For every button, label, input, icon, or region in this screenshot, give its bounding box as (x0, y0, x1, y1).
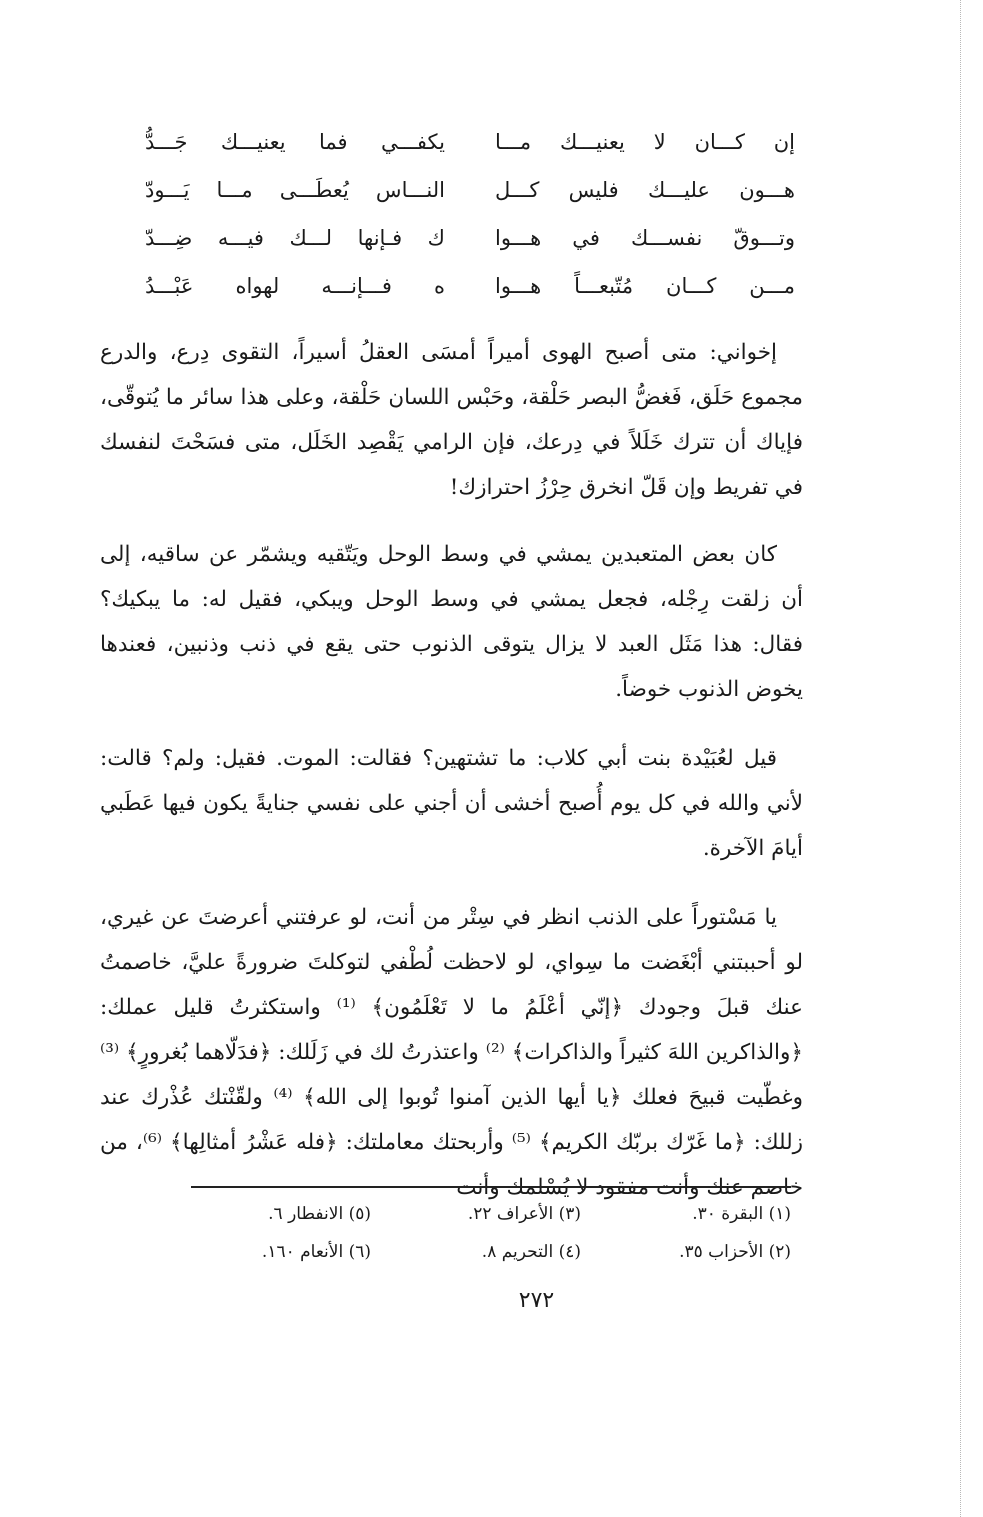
footnote-4: (٤) التحريم ٨. (481, 1242, 581, 1262)
footnote-divider (191, 1186, 791, 1188)
footnote-3: (٣) الأعراف ٢٢. (467, 1204, 581, 1224)
verse-first-hemistich: إن كـــان لا يعنيـــك مـــا (495, 130, 795, 154)
poem-verse (145, 118, 795, 166)
verse-second-hemistich: ه فـــإنـــه لهواه عَبْـــدُ (145, 274, 445, 298)
paragraph-brothers: إخواني: متى أصبح الهوى أميراً أمسَى العقلُ أسيراً، التقوى دِرع، والدرع مجموع حَلَق، فَغضُّ البصر حَلْقة، وحَبْس اللسان حَلْقة، وعلى هذا سائر ما يُتوقّى، فإياك أن تترك خَلَلاً في دِرعك، فإن الرامي يَقْصِد الخَلَل، متى فسَحْتَ لنفسك في تفريط وإن قَلّ انخرق حِرْزُ احترازك! (100, 340, 803, 500)
footnote-6: (٦) الأنعام ١٦٠. (261, 1242, 371, 1262)
page-body (100, 118, 803, 1210)
verse-first-hemistich: مـــن كـــان مُتّبعـــاً هـــوا (495, 274, 795, 298)
verse-first-hemistich: هـــون عليـــك فليس كـــل (495, 178, 795, 202)
paragraph-worshipper-mud: كان بعض المتعبدين يمشي في وسط الوحل ويَتّقيه ويشمّر عن ساقيه، إلى أن زلقت رِجْله، فجعل يمشي في وسط الوحل ويبكي، فقيل له: ما يبكيك؟ فقال: هذا مَثَل العبد لا يزال يتوقى الذنوب حتى يقع في ذنب وذنبين، فعندها يخوض الذنوب خوضاً. (100, 542, 803, 702)
footnote-2: (٢) الأحزاب ٣٥. (679, 1242, 791, 1262)
poem-verse (145, 166, 795, 214)
paragraph-covered-sin: يا مَسْتوراً على الذنب انظر في سِتْر من أنت، لو عرفتني أعرضتَ عن غيري، لو أحببتني أبْغَضت ما سِواي، لو لاحظت لُطْفي لتوكلتَ ضرورةً عليَّ، خاصمتُ عنك قبلَ وجودك ﴿إنّي أعْلَمُ ما لا تَعْلَمُون﴾ ⁽¹⁾ واستكثرتُ قليل عملك: ﴿والذاكرين اللهَ كثيراً والذاكرات﴾ ⁽²⁾ واعتذرتُ لك في زَلَلك: ﴿فدَلّاهما بُغرورٍ﴾ ⁽³⁾ وغطّيت قبيحَ فعلك ﴿يا أيها الذين آمنوا تُوبوا إلى الله﴾ ⁽⁴⁾ ولقّنْتك عُذْرك عند زللك: ﴿ما غَرّك بربّك الكريم﴾ ⁽⁵⁾ وأربحتك معاملتك: ﴿فله عَشْرُ أمثالِها﴾ ⁽⁶⁾، من خاصم عنك وأنت مفقود لا يُسْلمك وأنت (100, 905, 804, 1200)
poem-verse (145, 262, 795, 310)
footnote-1: (١) البقرة ٣٠. (692, 1204, 791, 1224)
paragraph-ubayda: قيل لعُبَيْدة بنت أبي كلاب: ما تشتهين؟ فقالت: الموت. فقيل: ولم؟ قالت: لأني والله في كل يوم أُصبح أخشى أن أجني على نفسي جنايةً يكون فيها عَطَبي أيامَ الآخرة. (100, 746, 803, 861)
poem-verse (145, 214, 795, 262)
page-number: ٢٧٢ (518, 1288, 555, 1313)
verse-second-hemistich: يكفـــي فما يعنيـــك جَـــدُّ (145, 130, 445, 154)
footnotes (161, 1200, 791, 1266)
verse-first-hemistich: وتـــوقّ نفســـك في هـــوا (495, 226, 795, 250)
footnote-5: (٥) الانفطار ٦. (268, 1204, 371, 1224)
verse-second-hemistich: النـــاس يُعطَـــى مـــا يَـــودّ (145, 178, 445, 202)
verse-second-hemistich: ك فـإنها لـــك فيـــه ضِـــدّ (145, 226, 445, 250)
poem (145, 118, 795, 310)
